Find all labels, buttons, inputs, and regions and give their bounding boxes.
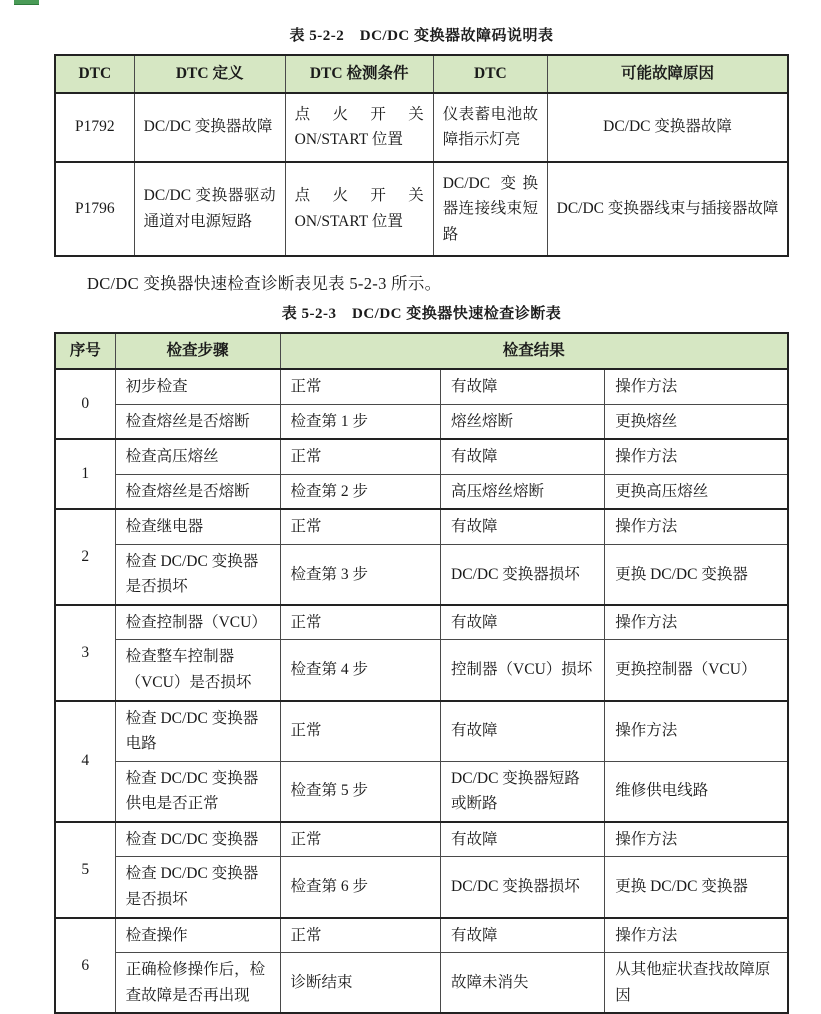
table-cell: 检查控制器（VCU） [115,605,280,640]
sequence-cell: 0 [55,369,115,439]
sequence-cell: 6 [55,918,115,1014]
table-cell: 正常 [280,822,441,857]
sequence-cell: 4 [55,701,115,822]
table-cell: 更换熔丝 [605,404,788,439]
dtc-fault-code-table [54,54,789,257]
table-cell: 检查熔丝是否熔断 [115,404,280,439]
table-cell: DC/DC 变换器驱动通道对电源短路 [134,162,285,257]
table-cell: DC/DC 变换器短路或断路 [441,761,605,822]
table-cell: 操作方法 [605,605,788,640]
chapter-corner-marker [14,0,39,5]
table-cell: 检查 DC/DC 变换器是否损坏 [115,544,280,605]
dtc-table-header [55,55,788,93]
column-header-result: 检查结果 [280,333,788,369]
table-row [55,918,788,953]
table-cell: 有故障 [441,701,605,762]
quick-check-diagnosis-table [54,332,789,1014]
table-cell: 更换 DC/DC 变换器 [605,857,788,918]
table-cell: P1796 [55,162,134,257]
table-cell: 熔丝熔断 [441,404,605,439]
table-row [55,544,788,605]
table-cell: DC/DC 变换器损坏 [441,857,605,918]
sequence-cell: 1 [55,439,115,509]
quick-check-table-header [55,333,788,369]
table2-title: 表 5-2-3 DC/DC 变换器快速检查诊断表 [281,306,562,323]
table-row [55,953,788,1014]
table-cell: 高压熔丝熔断 [441,474,605,509]
table-cell: 点火开关 ON/START 位置 [285,162,433,257]
table-cell: 有故障 [441,509,605,544]
table-row [55,857,788,918]
table-cell: DC/DC 变换器损坏 [441,544,605,605]
table-cell: 仪表蓄电池故障指示灯亮 [433,93,547,162]
table-cell: 检查第 6 步 [280,857,441,918]
table-cell: 故障未消失 [441,953,605,1014]
table-cell: 检查熔丝是否熔断 [115,474,280,509]
sequence-cell: 2 [55,509,115,605]
table-row [55,509,788,544]
table-cell: 有故障 [441,822,605,857]
quick-check-table-body [55,369,788,1013]
table-cell: 有故障 [441,369,605,404]
table-cell: 操作方法 [605,701,788,762]
table-cell: 操作方法 [605,509,788,544]
table-cell: 正常 [280,701,441,762]
table-cell: 点火开关 ON/START 位置 [285,93,433,162]
sequence-cell: 5 [55,822,115,918]
table-cell: 操作方法 [605,369,788,404]
table-cell: 正常 [280,509,441,544]
table-cell: 检查第 1 步 [280,404,441,439]
table-cell: DC/DC 变换器连接线束短路 [433,162,547,257]
column-header-seq: 序号 [55,333,115,369]
table-cell: 检查 DC/DC 变换器是否损坏 [115,857,280,918]
table-cell: 诊断结束 [280,953,441,1014]
table-cell: DC/DC 变换器故障 [134,93,285,162]
table-row [55,761,788,822]
table-cell: P1792 [55,93,134,162]
table-cell: 有故障 [441,439,605,474]
table-row [55,404,788,439]
table-cell: 检查 DC/DC 变换器电路 [115,701,280,762]
column-header-2: DTC 检测条件 [285,55,433,93]
table-cell: 更换控制器（VCU） [605,640,788,701]
table-row [55,474,788,509]
table-row [55,439,788,474]
table-cell: 检查 DC/DC 变换器 [115,822,280,857]
intro-paragraph: DC/DC 变换器快速检查诊断表见表 5-2-3 所示。 [87,274,442,294]
table-cell: 检查第 3 步 [280,544,441,605]
table-cell: 检查第 5 步 [280,761,441,822]
table-row [55,701,788,762]
table-cell: 检查高压熔丝 [115,439,280,474]
table-cell: 有故障 [441,605,605,640]
column-header-step: 检查步骤 [115,333,280,369]
table-cell: DC/DC 变换器线束与插接器故障 [548,162,788,257]
page-content [54,0,789,1014]
table-cell: 正常 [280,369,441,404]
table-cell: 正常 [280,439,441,474]
sequence-cell: 3 [55,605,115,701]
table-cell: 检查操作 [115,918,280,953]
table-cell: DC/DC 变换器故障 [548,93,788,162]
table-cell: 检查继电器 [115,509,280,544]
column-header-1: DTC 定义 [134,55,285,93]
column-header-0: DTC [55,55,134,93]
column-header-4: 可能故障原因 [548,55,788,93]
table-cell: 检查整车控制器（VCU）是否损坏 [115,640,280,701]
column-header-3: DTC [433,55,547,93]
table-cell: 更换 DC/DC 变换器 [605,544,788,605]
table-cell: 更换高压熔丝 [605,474,788,509]
table-cell: 操作方法 [605,439,788,474]
table-cell: 控制器（VCU）损坏 [441,640,605,701]
table-cell: 操作方法 [605,918,788,953]
table-row [55,93,788,162]
table-cell: 有故障 [441,918,605,953]
table-cell: 正常 [280,918,441,953]
table-cell: 检查第 2 步 [280,474,441,509]
table-cell: 维修供电线路 [605,761,788,822]
table-cell: 从其他症状查找故障原因 [605,953,788,1014]
table1-title: 表 5-2-2 DC/DC 变换器故障码说明表 [289,28,554,44]
table-row [55,369,788,404]
table-cell: 正确检修操作后，检查故障是否再出现 [115,953,280,1014]
table-row [55,640,788,701]
table-cell: 检查 DC/DC 变换器供电是否正常 [115,761,280,822]
table-row [55,162,788,257]
table-cell: 正常 [280,605,441,640]
dtc-table-body [55,93,788,257]
table-cell: 初步检查 [115,369,280,404]
table-cell: 操作方法 [605,822,788,857]
table-row [55,822,788,857]
table-cell: 检查第 4 步 [280,640,441,701]
table-row [55,605,788,640]
